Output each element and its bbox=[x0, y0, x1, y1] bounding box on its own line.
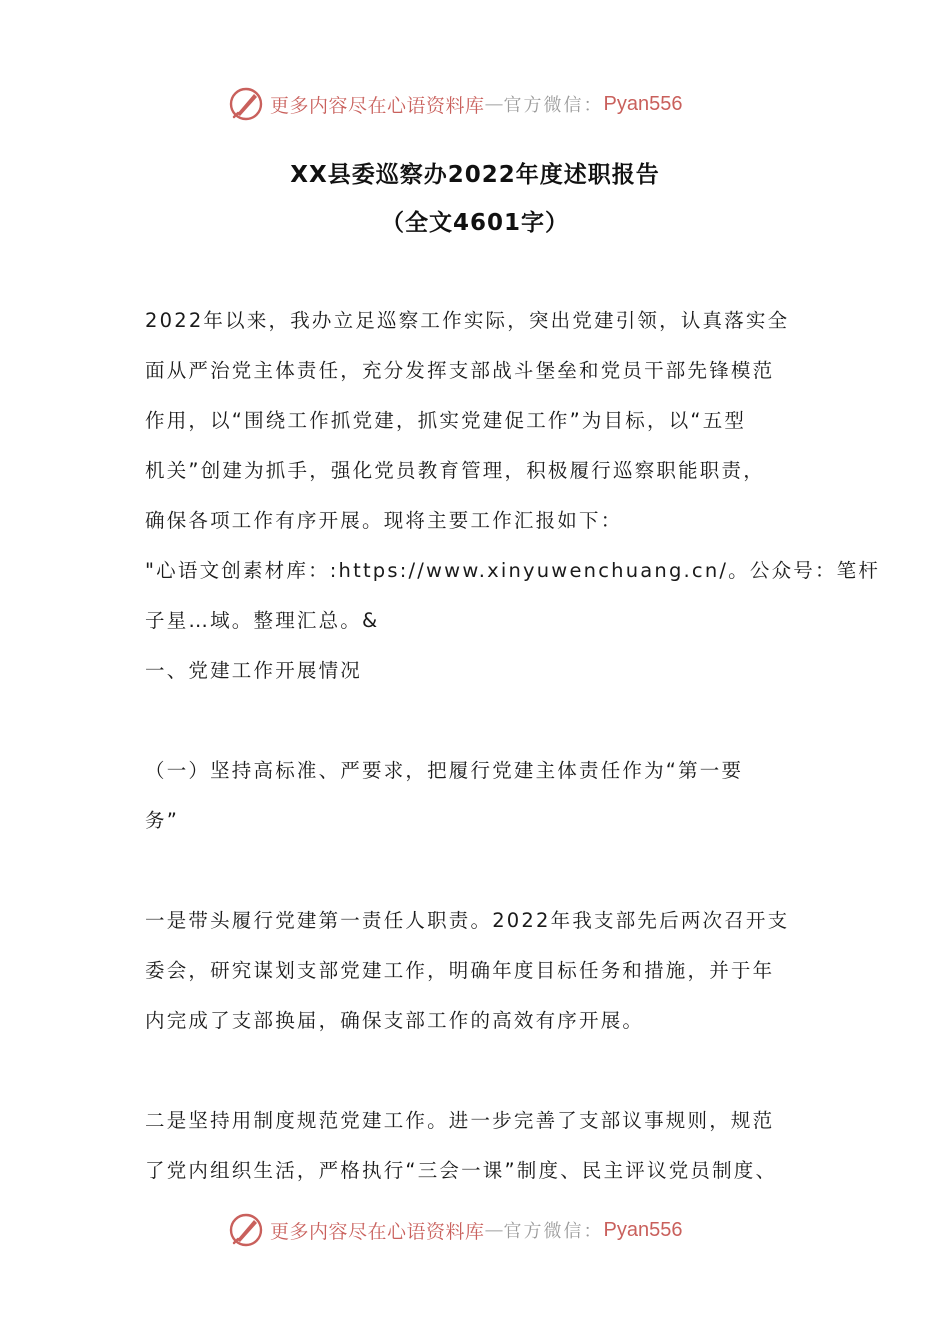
body-line: 2022年以来，我办立足巡察工作实际，突出党建引领，认真落实全 bbox=[145, 309, 790, 332]
body-line: 面从严治党主体责任，充分发挥支部战斗堡垒和党员干部先锋模范 bbox=[145, 359, 775, 382]
subsection-heading: （一）坚持高标准、严要求，把履行党建主体责任作为“第一要 bbox=[145, 759, 744, 782]
watermark-banner-bottom bbox=[228, 1210, 682, 1250]
watermark-label: 官方微信： bbox=[503, 1221, 604, 1242]
body-line: 内完成了支部换届，确保支部工作的高效有序开展。 bbox=[145, 1009, 645, 1032]
watermark-banner-top bbox=[228, 84, 682, 124]
body-line: 二是坚持用制度规范党建工作。进一步完善了支部议事规则，规范 bbox=[145, 1109, 775, 1132]
watermark-wechat-id: Pyan556 bbox=[603, 1218, 683, 1241]
section-heading: 一、党建工作开展情况 bbox=[145, 659, 363, 682]
document-title: XX县委巡察办2022年度述职报告 bbox=[290, 162, 660, 188]
quill-pen-logo-icon bbox=[228, 86, 264, 122]
quill-pen-logo-icon bbox=[228, 1212, 264, 1248]
watermark-site-text: 更多内容尽在心语资料库 bbox=[270, 1220, 485, 1243]
subsection-heading: 务” bbox=[145, 809, 180, 832]
body-line: 了党内组织生活，严格执行“三会一课”制度、民主评议党员制度、 bbox=[145, 1159, 778, 1182]
body-line: 作用，以“围绕工作抓党建，抓实党建促工作”为目标，以“五型 bbox=[145, 409, 747, 432]
watermark-label: 官方微信： bbox=[503, 95, 604, 116]
body-line: 机关”创建为抓手，强化党员教育管理，积极履行巡察职能职责， bbox=[145, 459, 765, 482]
watermark-site-text: 更多内容尽在心语资料库 bbox=[270, 94, 485, 117]
watermark-dash: — bbox=[484, 1219, 504, 1241]
body-line: 一是带头履行党建第一责任人职责。2022年我支部先后两次召开支 bbox=[145, 909, 790, 932]
source-note-line: 子星…域。整理汇总。& bbox=[145, 609, 380, 632]
document-subtitle: （全文4601字） bbox=[380, 210, 569, 236]
watermark-wechat-id: Pyan556 bbox=[603, 92, 683, 115]
watermark-dash: — bbox=[484, 93, 504, 115]
body-line: 确保各项工作有序开展。现将主要工作汇报如下： bbox=[145, 509, 623, 532]
body-line: 委会，研究谋划支部党建工作，明确年度目标任务和措施，并于年 bbox=[145, 959, 775, 982]
source-note-line: "心语文创素材库：:https://www.xinyuwenchuang.cn/。公众号：笔杆 bbox=[145, 559, 881, 582]
